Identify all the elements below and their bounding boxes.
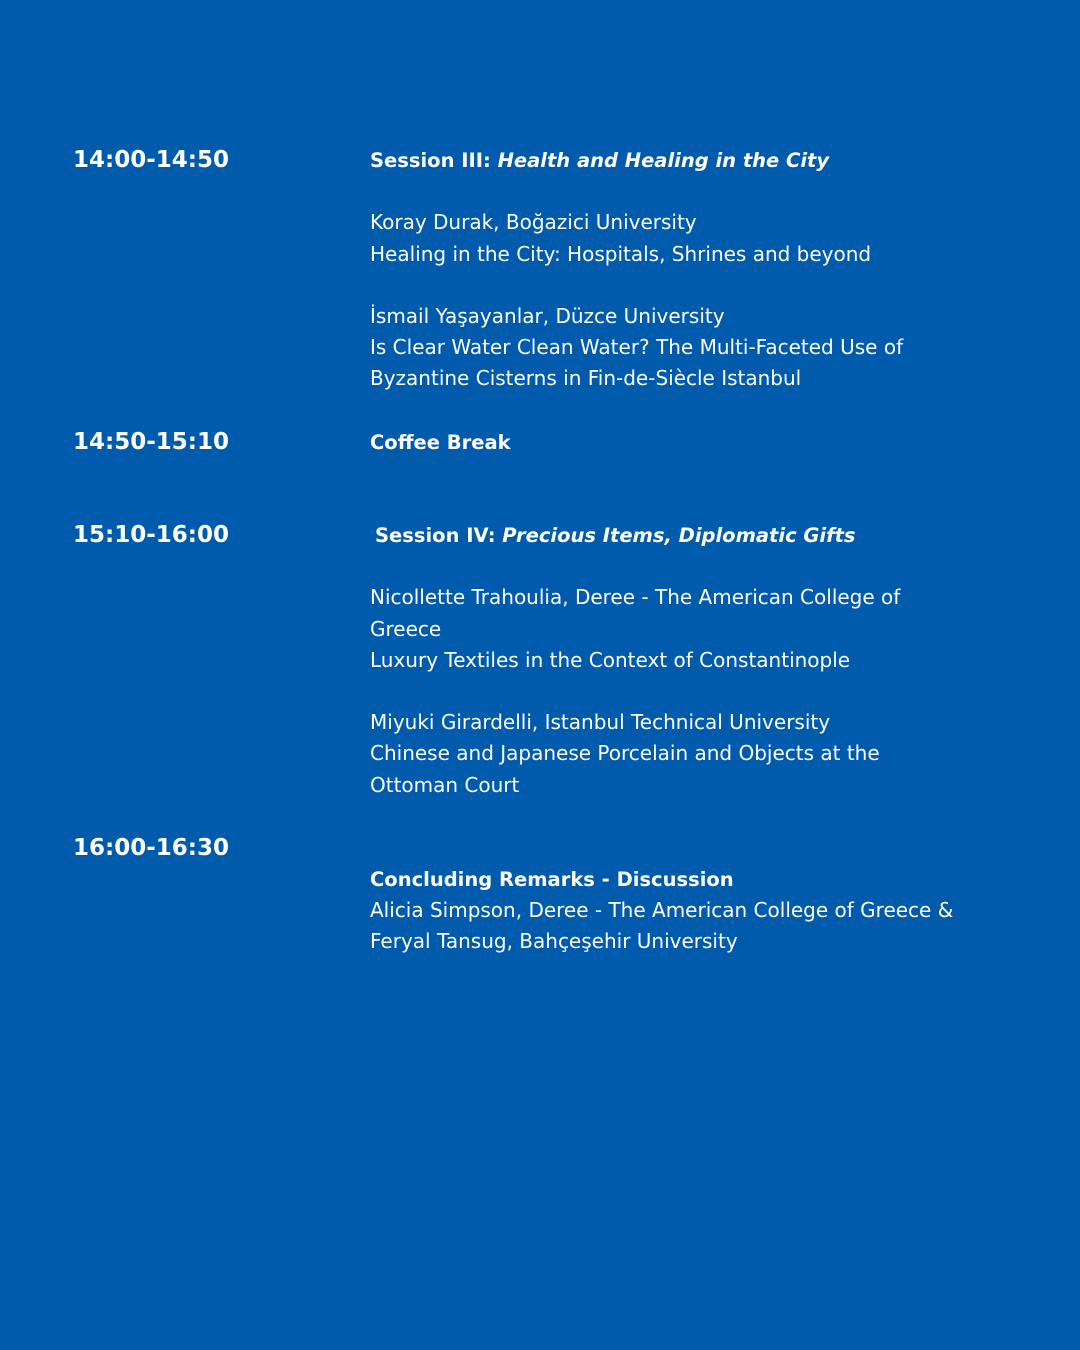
- time-slot-2: 14:50-15:10: [73, 429, 229, 455]
- discussant-line: Feryal Tansug, Bahçeşehir University: [370, 929, 738, 954]
- session-block-4: [370, 864, 1030, 958]
- session-heading-title: Precious Items, Diplomatic Gifts: [502, 524, 856, 547]
- break-heading: Coffee Break: [370, 431, 511, 454]
- session-heading: [370, 520, 1030, 551]
- speaker-affiliation: Greece: [370, 616, 442, 641]
- concluding-heading: Concluding Remarks - Discussion: [370, 868, 734, 891]
- time-slot-1: 14:00-14:50: [73, 147, 229, 173]
- speaker-affiliation: Miyuki Girardelli, Istanbul Technical University: [370, 710, 831, 735]
- talk-title: Ottoman Court: [370, 772, 520, 797]
- speaker-affiliation: İsmail Yaşayanlar, Düzce University: [370, 303, 725, 328]
- session-block-3: [370, 520, 1030, 801]
- talk-title: Luxury Textiles in the Context of Constantinople: [370, 647, 851, 672]
- session-heading-prefix: Session IV:: [375, 524, 503, 547]
- talk-title: Byzantine Cisterns in Fin-de-Siècle Istanbul: [370, 366, 802, 391]
- speaker-affiliation: Koray Durak, Boğazici University: [370, 210, 697, 235]
- talk-title: Chinese and Japanese Porcelain and Objects at the: [370, 741, 880, 766]
- session-heading-title: Health and Healing in the City: [497, 149, 830, 172]
- speaker-affiliation: Nicollette Trahoulia, Deree - The American College of: [370, 585, 901, 610]
- time-slot-4: 16:00-16:30: [73, 835, 229, 861]
- talk-title: Is Clear Water Clean Water? The Multi-Faceted Use of: [370, 335, 904, 360]
- session-block-1: [370, 145, 1030, 395]
- session-heading: [370, 145, 1030, 176]
- discussant-line: Alicia Simpson, Deree - The American College of Greece &: [370, 898, 954, 923]
- time-slot-3: 15:10-16:00: [73, 522, 229, 548]
- talk-title: Healing in the City: Hospitals, Shrines and beyond: [370, 241, 872, 266]
- session-heading-prefix: Session III:: [370, 149, 498, 172]
- session-block-2: [370, 427, 1030, 458]
